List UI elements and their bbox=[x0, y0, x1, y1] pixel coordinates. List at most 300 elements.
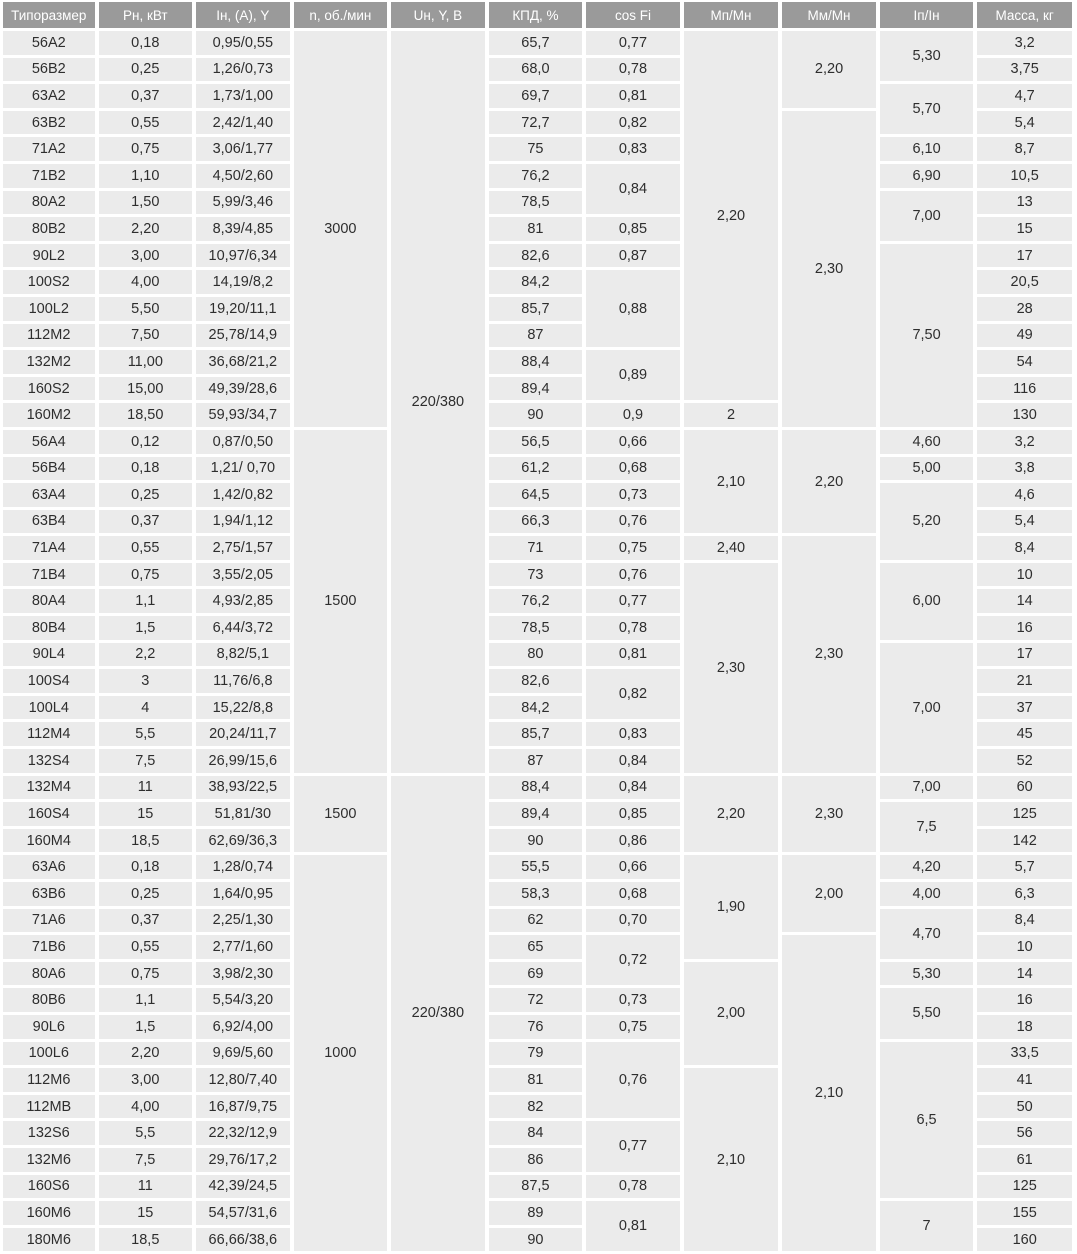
cosfi-cell: 0,84 bbox=[586, 776, 680, 800]
type-cell: 160М6 bbox=[3, 1201, 95, 1225]
start-torque-ratio-cell: 2 bbox=[684, 403, 779, 427]
efficiency-cell: 89,4 bbox=[489, 377, 583, 401]
current-cell: 14,19/8,2 bbox=[196, 270, 290, 294]
voltage-cell: 220/380 bbox=[391, 31, 485, 773]
mass-cell: 37 bbox=[977, 696, 1072, 720]
efficiency-cell: 76,2 bbox=[489, 589, 583, 613]
mass-cell: 8,4 bbox=[977, 536, 1072, 560]
efficiency-cell: 89,4 bbox=[489, 802, 583, 826]
current-cell: 0,87/0,50 bbox=[196, 430, 290, 454]
power-cell: 4,00 bbox=[99, 1095, 193, 1119]
table-row bbox=[3, 909, 1072, 933]
efficiency-cell: 75 bbox=[489, 137, 583, 161]
mass-cell: 10,5 bbox=[977, 164, 1072, 188]
cosfi-cell: 0,72 bbox=[586, 935, 680, 985]
power-cell: 11 bbox=[99, 1175, 193, 1199]
cosfi-cell: 0,9 bbox=[586, 403, 680, 427]
power-cell: 7,5 bbox=[99, 749, 193, 773]
mass-cell: 14 bbox=[977, 589, 1072, 613]
efficiency-cell: 88,4 bbox=[489, 776, 583, 800]
efficiency-cell: 85,7 bbox=[489, 297, 583, 321]
power-cell: 2,20 bbox=[99, 217, 193, 241]
efficiency-cell: 84 bbox=[489, 1121, 583, 1145]
type-cell: 63А4 bbox=[3, 483, 95, 507]
mass-cell: 4,7 bbox=[977, 84, 1072, 108]
header-power: Рн, кВт bbox=[99, 2, 193, 28]
power-cell: 0,18 bbox=[99, 457, 193, 481]
table-row bbox=[3, 776, 1072, 800]
power-cell: 3 bbox=[99, 669, 193, 693]
cosfi-cell: 0,76 bbox=[586, 510, 680, 534]
start-torque-ratio-cell: 2,40 bbox=[684, 536, 779, 560]
mass-cell: 15 bbox=[977, 217, 1072, 241]
type-cell: 100L4 bbox=[3, 696, 95, 720]
cosfi-cell: 0,76 bbox=[586, 563, 680, 587]
table-row bbox=[3, 244, 1072, 268]
mass-cell: 125 bbox=[977, 802, 1072, 826]
cosfi-cell: 0,78 bbox=[586, 1175, 680, 1199]
efficiency-cell: 55,5 bbox=[489, 855, 583, 879]
table-row bbox=[3, 164, 1072, 188]
efficiency-cell: 84,2 bbox=[489, 270, 583, 294]
efficiency-cell: 78,5 bbox=[489, 616, 583, 640]
spec-table-body bbox=[3, 31, 1072, 1251]
cosfi-cell: 0,83 bbox=[586, 137, 680, 161]
type-cell: 132S4 bbox=[3, 749, 95, 773]
max-torque-ratio-cell: 2,30 bbox=[782, 776, 876, 853]
start-current-ratio-cell: 6,00 bbox=[880, 563, 974, 640]
type-cell: 56А4 bbox=[3, 430, 95, 454]
mass-cell: 33,5 bbox=[977, 1042, 1072, 1066]
mass-cell: 3,2 bbox=[977, 31, 1072, 55]
current-cell: 38,93/22,5 bbox=[196, 776, 290, 800]
power-cell: 1,1 bbox=[99, 988, 193, 1012]
cosfi-cell: 0,86 bbox=[586, 829, 680, 853]
table-row bbox=[3, 191, 1072, 215]
start-current-ratio-cell: 4,70 bbox=[880, 909, 974, 959]
efficiency-cell: 87 bbox=[489, 324, 583, 348]
power-cell: 18,50 bbox=[99, 403, 193, 427]
mass-cell: 8,4 bbox=[977, 909, 1072, 933]
power-cell: 0,18 bbox=[99, 31, 193, 55]
max-torque-ratio-cell: 2,00 bbox=[782, 855, 876, 932]
power-cell: 0,18 bbox=[99, 855, 193, 879]
current-cell: 19,20/11,1 bbox=[196, 297, 290, 321]
max-torque-ratio-cell: 2,10 bbox=[782, 935, 876, 1251]
power-cell: 1,10 bbox=[99, 164, 193, 188]
current-cell: 12,80/7,40 bbox=[196, 1068, 290, 1092]
current-cell: 8,39/4,85 bbox=[196, 217, 290, 241]
power-cell: 0,37 bbox=[99, 84, 193, 108]
efficiency-cell: 81 bbox=[489, 1068, 583, 1092]
table-row bbox=[3, 802, 1072, 826]
header-voltage: Uн, Y, В bbox=[391, 2, 485, 28]
start-torque-ratio-cell: 2,10 bbox=[684, 430, 779, 533]
rpm-cell: 1000 bbox=[294, 855, 388, 1251]
header-type: Типоразмер bbox=[3, 2, 95, 28]
type-cell: 71А2 bbox=[3, 137, 95, 161]
type-cell: 90L2 bbox=[3, 244, 95, 268]
current-cell: 51,81/30 bbox=[196, 802, 290, 826]
efficiency-cell: 65 bbox=[489, 935, 583, 959]
current-cell: 66,66/38,6 bbox=[196, 1228, 290, 1252]
mass-cell: 54 bbox=[977, 350, 1072, 374]
cosfi-cell: 0,75 bbox=[586, 536, 680, 560]
mass-cell: 155 bbox=[977, 1201, 1072, 1225]
start-current-ratio-cell: 7 bbox=[880, 1201, 974, 1251]
current-cell: 29,76/17,2 bbox=[196, 1148, 290, 1172]
current-cell: 3,55/2,05 bbox=[196, 563, 290, 587]
header-row bbox=[3, 2, 1072, 28]
cosfi-cell: 0,81 bbox=[586, 1201, 680, 1251]
mass-cell: 17 bbox=[977, 643, 1072, 667]
power-cell: 0,25 bbox=[99, 483, 193, 507]
efficiency-cell: 58,3 bbox=[489, 882, 583, 906]
cosfi-cell: 0,66 bbox=[586, 855, 680, 879]
efficiency-cell: 76,2 bbox=[489, 164, 583, 188]
power-cell: 1,5 bbox=[99, 616, 193, 640]
type-cell: 90L4 bbox=[3, 643, 95, 667]
start-current-ratio-cell: 5,00 bbox=[880, 457, 974, 481]
current-cell: 59,93/34,7 bbox=[196, 403, 290, 427]
current-cell: 1,21/ 0,70 bbox=[196, 457, 290, 481]
max-torque-ratio-cell: 2,30 bbox=[782, 536, 876, 772]
mass-cell: 41 bbox=[977, 1068, 1072, 1092]
power-cell: 1,1 bbox=[99, 589, 193, 613]
type-cell: 100S2 bbox=[3, 270, 95, 294]
header-max-torque-ratio: Мм/Мн bbox=[782, 2, 876, 28]
type-cell: 80А4 bbox=[3, 589, 95, 613]
start-current-ratio-cell: 7,00 bbox=[880, 776, 974, 800]
header-cosfi: cos Fi bbox=[586, 2, 680, 28]
efficiency-cell: 61,2 bbox=[489, 457, 583, 481]
table-row bbox=[3, 643, 1072, 667]
efficiency-cell: 82,6 bbox=[489, 244, 583, 268]
type-cell: 71В6 bbox=[3, 935, 95, 959]
mass-cell: 3,2 bbox=[977, 430, 1072, 454]
current-cell: 62,69/36,3 bbox=[196, 829, 290, 853]
power-cell: 4 bbox=[99, 696, 193, 720]
current-cell: 3,98/2,30 bbox=[196, 962, 290, 986]
mass-cell: 28 bbox=[977, 297, 1072, 321]
mass-cell: 13 bbox=[977, 191, 1072, 215]
rpm-cell: 1500 bbox=[294, 430, 388, 773]
cosfi-cell: 0,77 bbox=[586, 31, 680, 55]
current-cell: 1,28/0,74 bbox=[196, 855, 290, 879]
current-cell: 6,92/4,00 bbox=[196, 1015, 290, 1039]
power-cell: 3,00 bbox=[99, 1068, 193, 1092]
efficiency-cell: 87,5 bbox=[489, 1175, 583, 1199]
start-torque-ratio-cell: 2,10 bbox=[684, 1068, 779, 1251]
start-current-ratio-cell: 5,70 bbox=[880, 84, 974, 134]
header-efficiency: КПД, % bbox=[489, 2, 583, 28]
power-cell: 2,2 bbox=[99, 643, 193, 667]
mass-cell: 125 bbox=[977, 1175, 1072, 1199]
efficiency-cell: 66,3 bbox=[489, 510, 583, 534]
mass-cell: 10 bbox=[977, 935, 1072, 959]
type-cell: 63В2 bbox=[3, 111, 95, 135]
mass-cell: 16 bbox=[977, 616, 1072, 640]
start-current-ratio-cell: 6,90 bbox=[880, 164, 974, 188]
start-current-ratio-cell: 7,00 bbox=[880, 191, 974, 241]
start-current-ratio-cell: 7,50 bbox=[880, 244, 974, 427]
mass-cell: 142 bbox=[977, 829, 1072, 853]
mass-cell: 3,75 bbox=[977, 58, 1072, 82]
start-current-ratio-cell: 4,60 bbox=[880, 430, 974, 454]
efficiency-cell: 90 bbox=[489, 1228, 583, 1252]
start-current-ratio-cell: 5,50 bbox=[880, 988, 974, 1038]
type-cell: 71А6 bbox=[3, 909, 95, 933]
current-cell: 1,94/1,12 bbox=[196, 510, 290, 534]
current-cell: 5,54/3,20 bbox=[196, 988, 290, 1012]
efficiency-cell: 90 bbox=[489, 403, 583, 427]
efficiency-cell: 88,4 bbox=[489, 350, 583, 374]
mass-cell: 130 bbox=[977, 403, 1072, 427]
current-cell: 22,32/12,9 bbox=[196, 1121, 290, 1145]
start-torque-ratio-cell: 2,30 bbox=[684, 563, 779, 773]
current-cell: 25,78/14,9 bbox=[196, 324, 290, 348]
start-current-ratio-cell: 5,30 bbox=[880, 31, 974, 81]
cosfi-cell: 0,73 bbox=[586, 483, 680, 507]
cosfi-cell: 0,73 bbox=[586, 988, 680, 1012]
table-row bbox=[3, 457, 1072, 481]
efficiency-cell: 69,7 bbox=[489, 84, 583, 108]
efficiency-cell: 85,7 bbox=[489, 722, 583, 746]
current-cell: 1,64/0,95 bbox=[196, 882, 290, 906]
efficiency-cell: 82,6 bbox=[489, 669, 583, 693]
power-cell: 15 bbox=[99, 802, 193, 826]
power-cell: 0,55 bbox=[99, 536, 193, 560]
start-current-ratio-cell: 6,5 bbox=[880, 1042, 974, 1199]
rpm-cell: 1500 bbox=[294, 776, 388, 853]
cosfi-cell: 0,84 bbox=[586, 164, 680, 214]
cosfi-cell: 0,82 bbox=[586, 111, 680, 135]
power-cell: 5,5 bbox=[99, 722, 193, 746]
efficiency-cell: 79 bbox=[489, 1042, 583, 1066]
cosfi-cell: 0,85 bbox=[586, 802, 680, 826]
power-cell: 4,00 bbox=[99, 270, 193, 294]
current-cell: 4,93/2,85 bbox=[196, 589, 290, 613]
type-cell: 63В4 bbox=[3, 510, 95, 534]
power-cell: 1,50 bbox=[99, 191, 193, 215]
start-current-ratio-cell: 4,00 bbox=[880, 882, 974, 906]
mass-cell: 16 bbox=[977, 988, 1072, 1012]
efficiency-cell: 76 bbox=[489, 1015, 583, 1039]
cosfi-cell: 0,88 bbox=[586, 270, 680, 347]
table-row bbox=[3, 1042, 1072, 1066]
type-cell: 71В2 bbox=[3, 164, 95, 188]
power-cell: 15 bbox=[99, 1201, 193, 1225]
table-row bbox=[3, 1201, 1072, 1225]
cosfi-cell: 0,84 bbox=[586, 749, 680, 773]
cosfi-cell: 0,77 bbox=[586, 589, 680, 613]
type-cell: 56В2 bbox=[3, 58, 95, 82]
cosfi-cell: 0,81 bbox=[586, 84, 680, 108]
mass-cell: 6,3 bbox=[977, 882, 1072, 906]
power-cell: 5,50 bbox=[99, 297, 193, 321]
current-cell: 1,42/0,82 bbox=[196, 483, 290, 507]
power-cell: 0,75 bbox=[99, 137, 193, 161]
mass-cell: 10 bbox=[977, 563, 1072, 587]
type-cell: 56А2 bbox=[3, 31, 95, 55]
current-cell: 1,26/0,73 bbox=[196, 58, 290, 82]
table-row bbox=[3, 988, 1072, 1012]
mass-cell: 21 bbox=[977, 669, 1072, 693]
type-cell: 63А6 bbox=[3, 855, 95, 879]
max-torque-ratio-cell: 2,30 bbox=[782, 111, 876, 427]
type-cell: 112М6 bbox=[3, 1068, 95, 1092]
cosfi-cell: 0,75 bbox=[586, 1015, 680, 1039]
efficiency-cell: 86 bbox=[489, 1148, 583, 1172]
rpm-cell: 3000 bbox=[294, 31, 388, 427]
type-cell: 160М4 bbox=[3, 829, 95, 853]
type-cell: 71А4 bbox=[3, 536, 95, 560]
type-cell: 56В4 bbox=[3, 457, 95, 481]
cosfi-cell: 0,76 bbox=[586, 1042, 680, 1119]
efficiency-cell: 81 bbox=[489, 217, 583, 241]
max-torque-ratio-cell: 2,20 bbox=[782, 430, 876, 533]
current-cell: 15,22/8,8 bbox=[196, 696, 290, 720]
start-torque-ratio-cell: 1,90 bbox=[684, 855, 779, 958]
type-cell: 80В4 bbox=[3, 616, 95, 640]
start-torque-ratio-cell: 2,20 bbox=[684, 31, 779, 400]
efficiency-cell: 56,5 bbox=[489, 430, 583, 454]
current-cell: 26,99/15,6 bbox=[196, 749, 290, 773]
current-cell: 54,57/31,6 bbox=[196, 1201, 290, 1225]
current-cell: 2,75/1,57 bbox=[196, 536, 290, 560]
type-cell: 160М2 bbox=[3, 403, 95, 427]
cosfi-cell: 0,77 bbox=[586, 1121, 680, 1171]
mass-cell: 18 bbox=[977, 1015, 1072, 1039]
mass-cell: 5,4 bbox=[977, 510, 1072, 534]
type-cell: 160S6 bbox=[3, 1175, 95, 1199]
type-cell: 132S6 bbox=[3, 1121, 95, 1145]
power-cell: 0,75 bbox=[99, 962, 193, 986]
cosfi-cell: 0,81 bbox=[586, 643, 680, 667]
mass-cell: 20,5 bbox=[977, 270, 1072, 294]
current-cell: 6,44/3,72 bbox=[196, 616, 290, 640]
type-cell: 100L2 bbox=[3, 297, 95, 321]
power-cell: 0,75 bbox=[99, 563, 193, 587]
efficiency-cell: 65,7 bbox=[489, 31, 583, 55]
efficiency-cell: 73 bbox=[489, 563, 583, 587]
current-cell: 36,68/21,2 bbox=[196, 350, 290, 374]
current-cell: 0,95/0,55 bbox=[196, 31, 290, 55]
efficiency-cell: 62 bbox=[489, 909, 583, 933]
header-mass: Масса, кг bbox=[977, 2, 1072, 28]
efficiency-cell: 87 bbox=[489, 749, 583, 773]
type-cell: 132М6 bbox=[3, 1148, 95, 1172]
start-torque-ratio-cell: 2,00 bbox=[684, 962, 779, 1065]
current-cell: 8,82/5,1 bbox=[196, 643, 290, 667]
cosfi-cell: 0,78 bbox=[586, 616, 680, 640]
power-cell: 0,55 bbox=[99, 111, 193, 135]
mass-cell: 8,7 bbox=[977, 137, 1072, 161]
start-current-ratio-cell: 4,20 bbox=[880, 855, 974, 879]
efficiency-cell: 72 bbox=[489, 988, 583, 1012]
current-cell: 2,42/1,40 bbox=[196, 111, 290, 135]
power-cell: 11,00 bbox=[99, 350, 193, 374]
power-cell: 2,20 bbox=[99, 1042, 193, 1066]
current-cell: 42,39/24,5 bbox=[196, 1175, 290, 1199]
mass-cell: 4,6 bbox=[977, 483, 1072, 507]
current-cell: 11,76/6,8 bbox=[196, 669, 290, 693]
mass-cell: 160 bbox=[977, 1228, 1072, 1252]
current-cell: 2,25/1,30 bbox=[196, 909, 290, 933]
table-row bbox=[3, 855, 1072, 879]
current-cell: 4,50/2,60 bbox=[196, 164, 290, 188]
cosfi-cell: 0,66 bbox=[586, 430, 680, 454]
efficiency-cell: 69 bbox=[489, 962, 583, 986]
type-cell: 160S4 bbox=[3, 802, 95, 826]
cosfi-cell: 0,89 bbox=[586, 350, 680, 400]
type-cell: 132М4 bbox=[3, 776, 95, 800]
header-rpm: n, об./мин bbox=[294, 2, 388, 28]
type-cell: 80А6 bbox=[3, 962, 95, 986]
current-cell: 1,73/1,00 bbox=[196, 84, 290, 108]
cosfi-cell: 0,85 bbox=[586, 217, 680, 241]
current-cell: 20,24/11,7 bbox=[196, 722, 290, 746]
type-cell: 100L6 bbox=[3, 1042, 95, 1066]
start-current-ratio-cell: 7,5 bbox=[880, 802, 974, 852]
type-cell: 100S4 bbox=[3, 669, 95, 693]
table-row bbox=[3, 84, 1072, 108]
mass-cell: 17 bbox=[977, 244, 1072, 268]
type-cell: 180М6 bbox=[3, 1228, 95, 1252]
max-torque-ratio-cell: 2,20 bbox=[782, 31, 876, 108]
power-cell: 0,37 bbox=[99, 510, 193, 534]
start-current-ratio-cell: 5,20 bbox=[880, 483, 974, 560]
current-cell: 16,87/9,75 bbox=[196, 1095, 290, 1119]
start-torque-ratio-cell: 2,20 bbox=[684, 776, 779, 853]
mass-cell: 5,7 bbox=[977, 855, 1072, 879]
type-cell: 90L6 bbox=[3, 1015, 95, 1039]
cosfi-cell: 0,87 bbox=[586, 244, 680, 268]
power-cell: 15,00 bbox=[99, 377, 193, 401]
cosfi-cell: 0,68 bbox=[586, 457, 680, 481]
type-cell: 63В6 bbox=[3, 882, 95, 906]
power-cell: 11 bbox=[99, 776, 193, 800]
mass-cell: 5,4 bbox=[977, 111, 1072, 135]
type-cell: 80В6 bbox=[3, 988, 95, 1012]
type-cell: 80А2 bbox=[3, 191, 95, 215]
power-cell: 0,12 bbox=[99, 430, 193, 454]
table-row bbox=[3, 563, 1072, 587]
type-cell: 132М2 bbox=[3, 350, 95, 374]
type-cell: 80В2 bbox=[3, 217, 95, 241]
power-cell: 0,55 bbox=[99, 935, 193, 959]
power-cell: 18,5 bbox=[99, 1228, 193, 1252]
current-cell: 10,97/6,34 bbox=[196, 244, 290, 268]
current-cell: 5,99/3,46 bbox=[196, 191, 290, 215]
type-cell: 112М2 bbox=[3, 324, 95, 348]
type-cell: 63А2 bbox=[3, 84, 95, 108]
header-current: Iн, (А), Y bbox=[196, 2, 290, 28]
cosfi-cell: 0,82 bbox=[586, 669, 680, 719]
efficiency-cell: 72,7 bbox=[489, 111, 583, 135]
current-cell: 9,69/5,60 bbox=[196, 1042, 290, 1066]
efficiency-cell: 80 bbox=[489, 643, 583, 667]
table-row bbox=[3, 430, 1072, 454]
cosfi-cell: 0,70 bbox=[586, 909, 680, 933]
mass-cell: 56 bbox=[977, 1121, 1072, 1145]
mass-cell: 61 bbox=[977, 1148, 1072, 1172]
mass-cell: 52 bbox=[977, 749, 1072, 773]
efficiency-cell: 90 bbox=[489, 829, 583, 853]
cosfi-cell: 0,78 bbox=[586, 58, 680, 82]
table-row bbox=[3, 137, 1072, 161]
efficiency-cell: 71 bbox=[489, 536, 583, 560]
